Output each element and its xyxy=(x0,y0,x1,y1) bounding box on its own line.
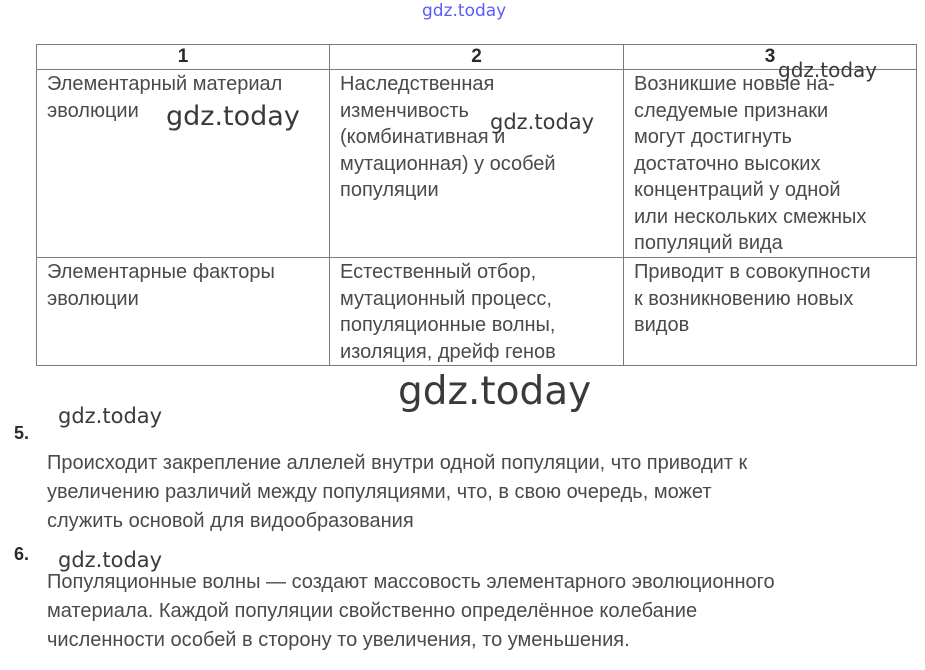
table-cell xyxy=(37,258,330,366)
paragraph-line: Популяционные волны — создают массовость элементарного эволюционного xyxy=(47,571,775,593)
cell-text: к возникновению новых xyxy=(634,287,854,310)
answer-paragraph xyxy=(47,449,747,536)
answer-number: 5. xyxy=(14,423,30,443)
cell-text: изоляция, дрейф генов xyxy=(340,340,556,363)
cell-text: эволюции xyxy=(47,99,139,122)
answer-paragraph xyxy=(47,568,775,655)
column-header: 2 xyxy=(330,45,624,70)
cell-text: популяции xyxy=(340,179,439,201)
column-header: 1 xyxy=(37,45,330,70)
watermark: gdz.today xyxy=(58,404,163,428)
paragraph-line: увеличению различий между популяциями, что, в свою очередь, может xyxy=(47,481,712,503)
cell-text: (комбинативная и xyxy=(340,126,506,148)
paragraph-line: Происходит закрепление аллелей внутри одной популяции, что приводит к xyxy=(47,452,748,474)
watermark: gdz.today xyxy=(778,58,878,82)
table-cell xyxy=(37,70,330,258)
watermark: gdz.today xyxy=(166,101,300,132)
watermark: gdz.today xyxy=(422,1,507,21)
cell-text: эволюции xyxy=(47,287,139,310)
cell-text: мутационный процесс, xyxy=(340,287,552,310)
cell-text: Элементарный материал xyxy=(47,73,283,95)
column-header: 3 xyxy=(624,45,917,70)
cell-text: следуемые признаки xyxy=(634,99,829,122)
table-cell xyxy=(624,70,917,258)
table-row xyxy=(37,258,917,366)
cell-text: или нескольких смежных xyxy=(634,205,867,228)
table-cell xyxy=(330,70,624,258)
paragraph-line: численности особей в сторону то увеличения, то уменьшения. xyxy=(47,629,630,651)
cell-text: Наследственная xyxy=(340,73,495,95)
cell-text: Естественный отбор, xyxy=(340,261,537,283)
cell-text: видов xyxy=(634,314,690,336)
cell-text: достаточно высоких xyxy=(634,152,821,175)
cell-text: популяций вида xyxy=(634,232,783,254)
paragraph-line: служить основой для видообразования xyxy=(47,510,414,532)
cell-text: мутационная) у особей xyxy=(340,152,556,175)
cell-text: Приводит в совокупности xyxy=(634,261,871,283)
cell-text: Возникшие новые на- xyxy=(634,73,835,95)
table-row xyxy=(37,70,917,258)
watermark: gdz.today xyxy=(398,369,592,414)
cell-text: изменчивость xyxy=(340,99,469,122)
cell-text: концентраций у одной xyxy=(634,179,841,201)
watermark: gdz.today xyxy=(490,110,595,134)
table-cell xyxy=(330,258,624,366)
watermark: gdz.today xyxy=(58,548,163,572)
cell-text: могут достигнуть xyxy=(634,126,792,148)
paragraph-line: материала. Каждой популяции свойственно определённое колебание xyxy=(47,600,698,622)
answer-table xyxy=(36,44,917,366)
answer-number: 6. xyxy=(14,544,30,564)
cell-text: Элементарные факторы xyxy=(47,261,275,283)
cell-text: популяционные волны, xyxy=(340,314,556,336)
table-cell xyxy=(624,258,917,366)
